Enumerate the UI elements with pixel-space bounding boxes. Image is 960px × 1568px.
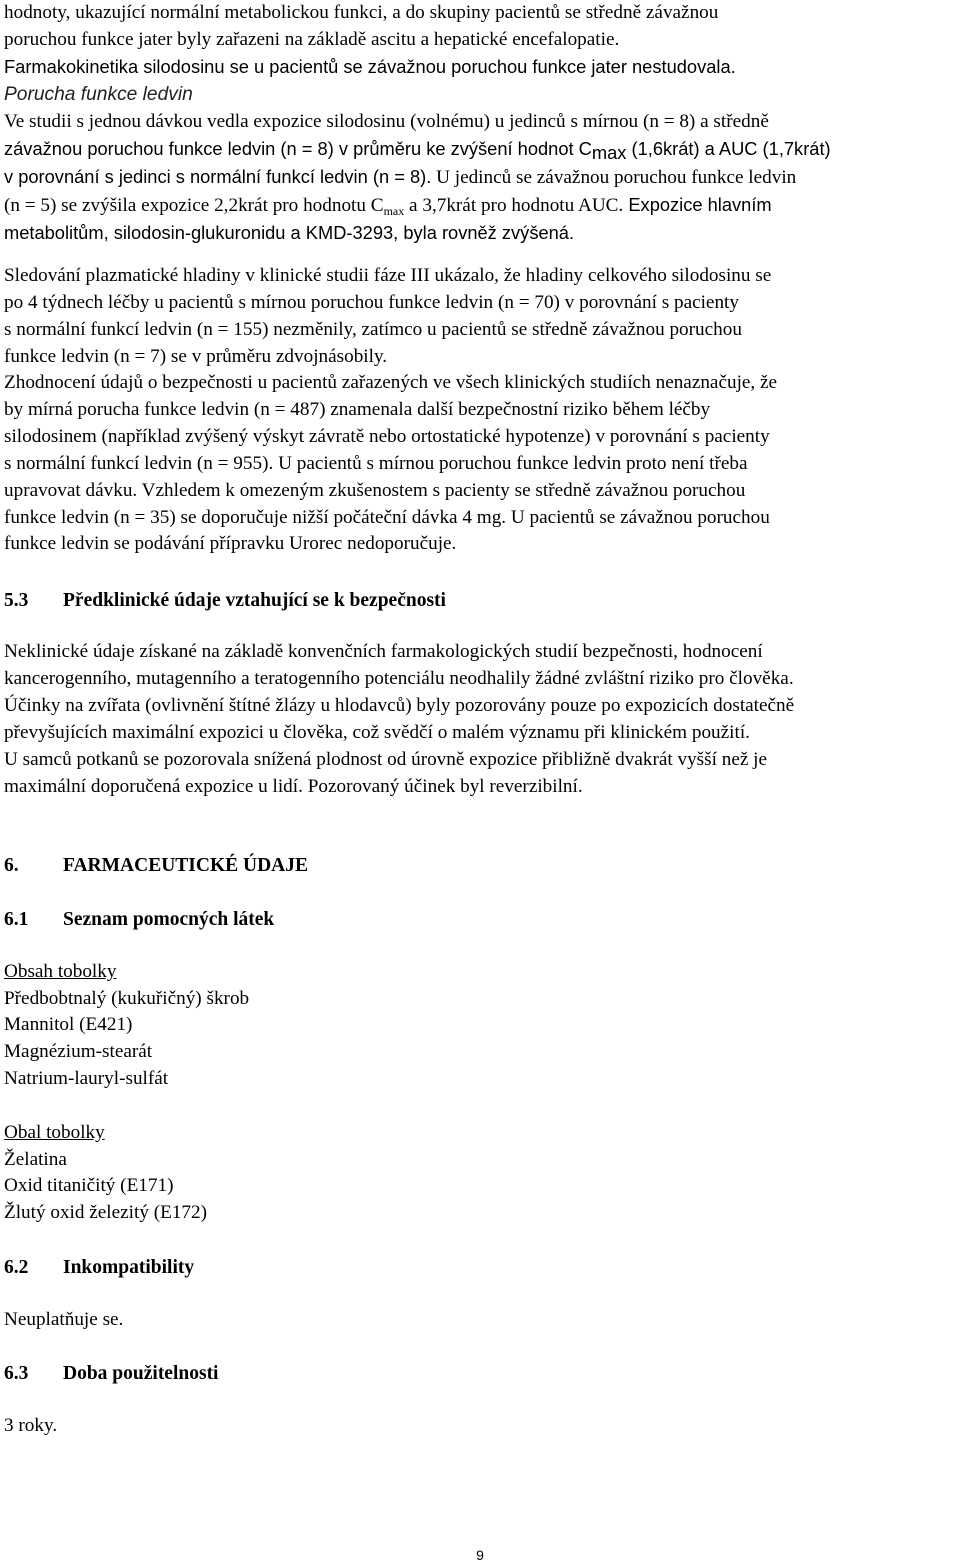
renal-paragraph-2: Sledování plazmatické hladiny v klinické studii fáze III ukázalo, že hladiny celkového silodosinu se po 4 týdnech léčby u pacientů s mírnou poruchou funkce ledvin (n = 70) v porovnání s pacienty s normální funkcí ledvin (n = 155) nezměnily, zatímco u pacientů se středně závažnou poruchou funkce ledvin (n = 7) se v průměru zdvojnásobily. — [4, 265, 772, 367]
renal-p1-a: Ve studii s jednou dávkou vedla expozice silodosinu (volnému) u jedinců s mírnou (n = 8) a středně — [4, 111, 769, 132]
section-6-1-heading — [4, 907, 274, 933]
renal-p1-d: v porovnání s jedinci s normální funkcí ledvin (n = 8). — [4, 165, 432, 187]
intro-line-2: poruchou funkce jater byly zařazeni na základě ascitu a hepatické encefalopatie. — [4, 28, 620, 50]
section-5-3-heading — [4, 588, 446, 614]
page-number: 9 — [476, 1547, 484, 1563]
section-number: 6.3 — [4, 1363, 29, 1384]
section-title: Seznam pomocných látek — [63, 909, 275, 930]
section-number: 6.1 — [4, 909, 29, 930]
section-title: Předklinické údaje vztahující se k bezpečnosti — [63, 590, 446, 611]
list-item: Oxid titaničitý (E171) — [4, 1175, 174, 1197]
list-item: Mannitol (E421) — [4, 1014, 133, 1036]
intro-line-1: hodnoty, ukazující normální metabolickou funkci, a do skupiny pacientů se středně závažnou — [4, 2, 719, 23]
cmax-subscript: max — [591, 141, 627, 163]
list-item: Natrium-lauryl-sulfát — [4, 1067, 169, 1089]
list-item: Předbobtnalý (kukuřičný) škrob — [4, 987, 250, 1009]
section-6-2-heading — [4, 1255, 194, 1281]
capsule-content-label: Obsah tobolky — [4, 961, 117, 982]
renal-subheading: Porucha funkce ledvin — [4, 84, 193, 105]
section-number: 5.3 — [4, 590, 29, 611]
renal-paragraph-3: Zhodnocení údajů o bezpečnosti u pacientů zařazených ve všech klinických studiích nenaznačuje, že by mírná porucha funkce ledvin (n = 487) znamenala další bezpečnostní riziko během léčby silodosinem (například zvýšený výskyt závratě nebo ortostatické hypotenze) v porovnání s pacienty s normální funkcí ledvin (n = 955). U pacientů s mírnou poruchou funkce ledvin proto není třeba upravovat dávku. Vzhledem k omezeným zkušenostem s pacienty se středně závažnou poruchou funkce ledvin (n = 35) se doporučuje nižší počáteční dávka 4 mg. U pacientů se závažnou poruchou funkce ledvin se podávání přípravku Urorec nedoporučuje. — [4, 372, 778, 555]
renal-p1-b: závažnou poruchou funkce ledvin (n = 8) v průměru ke zvýšení hodnot C — [4, 137, 592, 159]
capsule-content-list — [4, 959, 249, 1093]
intro-paragraph — [4, 0, 957, 82]
section-5-3-body: Neklinické údaje získané na základě konvenčních farmakologických studií bezpečnosti, hodnocení kancerogenního, mutagenního a teratogenního potenciálu neodhalily žádné zvláštní riziko pro člověka. Účinky na zvířata (ovlivnění štítné žlázy u hlodavců) byly pozorovány pouze po expozicích dostatečně převyšujících maximální expozici u člověka, což svědčí o malém významu při klinickém použití. U samců potkanů se pozorovala snížená plodnost od úrovně expozice přibližně dvakrát vyšší než je maximální doporučená expozice u lidí. Pozorovaný účinek byl reverzibilní. — [4, 641, 795, 797]
section-number: 6. — [4, 855, 19, 876]
section-title: FARMACEUTICKÉ ÚDAJE — [63, 855, 309, 876]
list-item: Žlutý oxid železitý (E172) — [4, 1202, 208, 1224]
capsule-shell-label: Obal tobolky — [4, 1122, 105, 1143]
renal-paragraph-1 — [4, 109, 957, 248]
section-6-heading — [4, 853, 308, 879]
intro-line-3: Farmakokinetika silodosinu se u pacientů se závažnou poruchou funkce jater nestudovala. — [4, 55, 736, 77]
renal-p1-f: (n = 5) se zvýšila expozice 2,2krát pro hodnotu C — [4, 194, 384, 216]
renal-p1-c: (1,6krát) a AUC (1,7krát) — [626, 137, 831, 159]
section-title: Doba použitelnosti — [63, 1363, 219, 1384]
renal-p1-e: U jedinců se závažnou poruchou funkce ledvin — [431, 166, 797, 188]
section-6-3-heading — [4, 1361, 218, 1387]
capsule-shell-list — [4, 1120, 207, 1227]
section-6-3-body: 3 roky. — [4, 1415, 58, 1436]
list-item: Magnézium-stearát — [4, 1041, 153, 1063]
section-number: 6.2 — [4, 1257, 29, 1278]
renal-p1-i: metabolitům, silodosin-glukuronidu a KMD-3293, byla rovněž zvýšená. — [4, 221, 575, 243]
section-6-2-body: Neuplatňuje se. — [4, 1309, 124, 1330]
cmax-subscript: max — [383, 203, 405, 218]
section-title: Inkompatibility — [63, 1257, 195, 1278]
list-item: Želatina — [4, 1148, 67, 1170]
renal-p1-g: a 3,7krát pro hodnotu AUC. — [404, 194, 624, 216]
renal-p1-h: Expozice hlavním — [623, 193, 772, 215]
